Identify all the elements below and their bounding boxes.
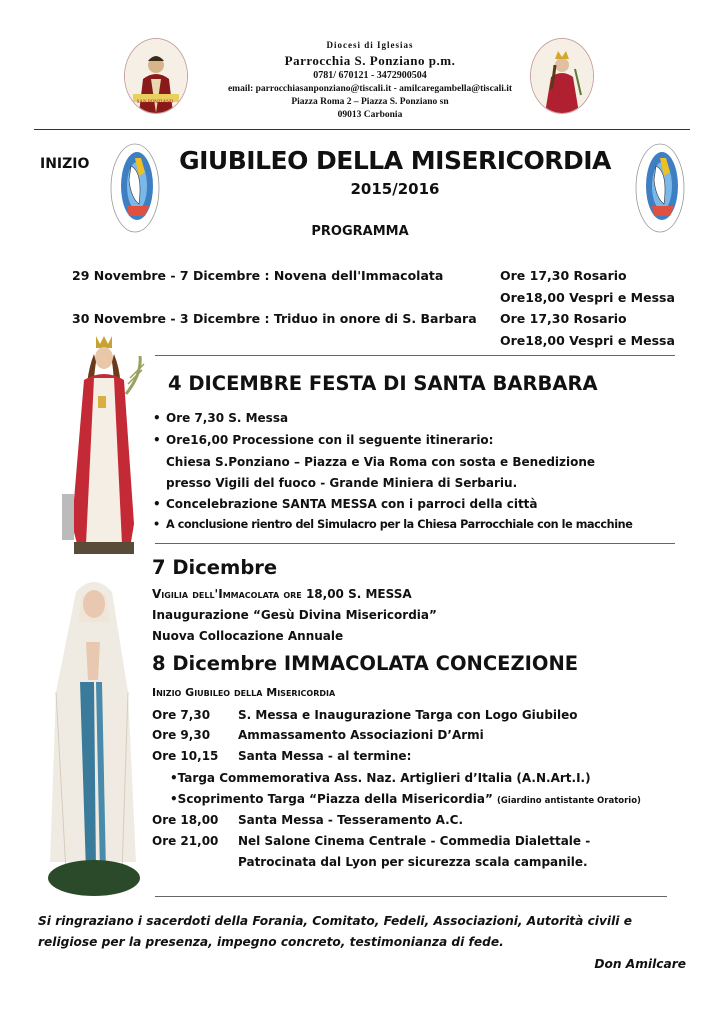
parish-city: 09013 Carbonia <box>337 110 403 120</box>
immacolata-statue <box>36 572 150 900</box>
dec8-time-1: Ore 7,30 <box>152 708 211 722</box>
schedule-triduo-dates: 30 Novembre - 3 Dicembre : Triduo in onore di S. Barbara <box>72 311 477 326</box>
dec8-sponsor: Patrocinata dal Lyon per sicurezza scala campanile. <box>238 855 588 869</box>
dec8-time-3: Ore 10,15 <box>152 749 219 763</box>
barbara-item-2-route: Chiesa S.Ponziano – Piazza e Via Roma con sosta e Benedizione <box>166 455 596 469</box>
dec8-text-2: Ammassamento Associazioni D’Armi <box>238 728 484 742</box>
parish-phones: 0781/ 670121 - 3472900504 <box>313 70 427 81</box>
dec8-text-3: Santa Messa - al termine: <box>238 749 412 763</box>
header-divider <box>34 129 690 130</box>
dec8-square-plaque-note: (Giardino antistante Oratorio) <box>497 796 641 806</box>
dec8-time-4: Ore 18,00 <box>152 813 219 827</box>
schedule-novena-dates: 29 Novembre - 7 Dicembre : Novena dell'Immacolata <box>72 268 444 283</box>
footer-thanks-line-1: Si ringraziano i sacerdoti della Forania, Comitato, Fedeli, Associazioni, Autorità civili e <box>38 914 632 928</box>
title-prefix: INIZIO <box>40 156 90 172</box>
dec7-title: 7 Dicembre <box>152 556 278 579</box>
dec7-vigil: Vigilia dell'Immacolata ore 18,00 S. MESSA <box>152 587 412 601</box>
parish-email: email: parrocchiasanponziano@tiscali.it - amilcaregambella@tiscali.it <box>227 84 513 94</box>
parish-address: Piazza Roma 2 – Piazza S. Ponziano sn <box>291 97 449 107</box>
diocese-name: Diocesi di Iglesias <box>326 40 414 50</box>
dec8-square-plaque-text: •Scoprimento Targa “Piazza della Misericordia” <box>170 792 493 806</box>
barbara-item-1: • Ore 7,30 S. Messa <box>166 411 288 425</box>
dec8-title: 8 Dicembre IMMACOLATA CONCEZIONE <box>152 652 579 675</box>
divider-2 <box>155 543 675 544</box>
dec8-time-2: Ore 9,30 <box>152 728 211 742</box>
divider-3 <box>155 896 667 897</box>
schedule-novena-time-2: Ore18,00 Vespri e Messa <box>500 290 675 305</box>
dec8-text-1: S. Messa e Inaugurazione Targa con Logo Giubileo <box>238 708 578 722</box>
dec8-commemorative-plaque: •Targa Commemorativa Ass. Naz. Artiglieri d’Italia (A.N.Art.I.) <box>170 771 591 785</box>
jubilee-title: GIUBILEO DELLA MISERICORDIA <box>179 146 611 175</box>
barbara-item-4: • A conclusione rientro del Simulacro per la Chiesa Parrocchiale con le macchine <box>166 518 632 531</box>
parish-name: Parrocchia S. Ponziano p.m. <box>284 53 456 68</box>
left-medallion-caption: SAN PONZIANO <box>136 100 174 105</box>
schedule-triduo-time-1: Ore 17,30 Rosario <box>500 311 627 326</box>
schedule-novena-time-1: Ore 17,30 Rosario <box>500 268 627 283</box>
santa-barbara-statue <box>56 334 150 556</box>
barbara-item-2: • Ore16,00 Processione con il seguente itinerario: <box>166 433 493 447</box>
dec8-text-4: Santa Messa - Tesseramento A.C. <box>238 813 464 827</box>
programma-heading: PROGRAMMA <box>311 224 409 239</box>
dec8-intro: Inizio Giubileo della Misericordia <box>152 686 336 699</box>
barbara-item-3: • Concelebrazione SANTA MESSA con i parroci della città <box>166 497 538 511</box>
jubilee-years: 2015/2016 <box>350 180 440 198</box>
jubilee-logo-right <box>634 142 686 234</box>
barbara-item-2-route-end: presso Vigili del fuoco - Grande Miniera di Serbariu. <box>166 476 518 490</box>
schedule-triduo-time-2: Ore18,00 Vespri e Messa <box>500 333 675 348</box>
dec7-inauguration: Inaugurazione “Gesù Divina Misericordia” <box>152 608 437 622</box>
dec7-placement: Nuova Collocazione Annuale <box>152 629 344 643</box>
footer-thanks-line-2: religiose per la presenza, impegno concreto, testimonianza di fede. <box>38 935 504 949</box>
dec8-square-plaque <box>170 792 641 806</box>
dec8-time-5: Ore 21,00 <box>152 834 219 848</box>
barbara-title: 4 DICEMBRE FESTA DI SANTA BARBARA <box>168 372 598 395</box>
footer-signature: Don Amilcare <box>594 957 686 971</box>
dec8-text-5: Nel Salone Cinema Centrale - Commedia Dialettale - <box>238 834 591 848</box>
jubilee-logo-left <box>109 142 161 234</box>
divider-1 <box>155 355 675 356</box>
